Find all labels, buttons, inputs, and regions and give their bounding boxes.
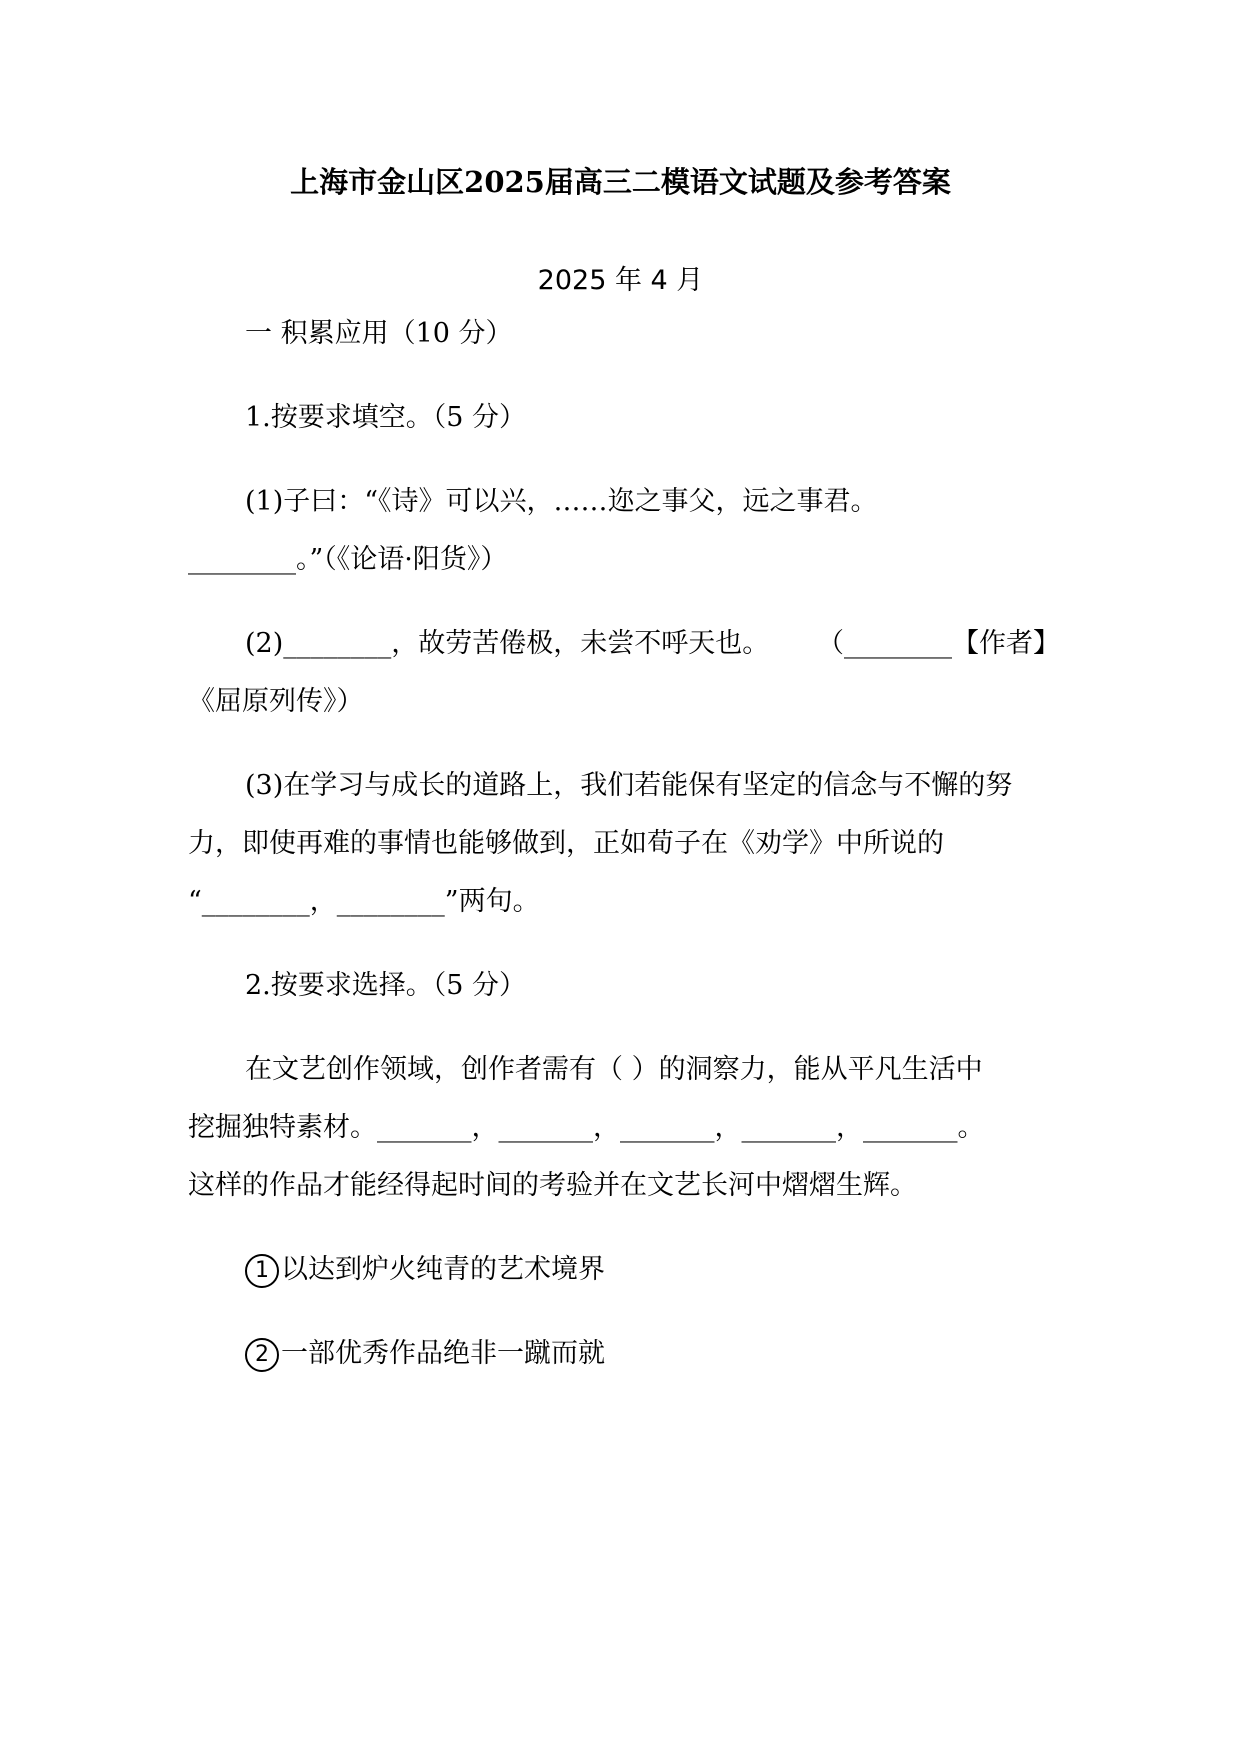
document-title: 上海市金山区2025届高三二模语文试题及参考答案 — [290, 165, 951, 199]
option-number-circle: 1 — [245, 1254, 279, 1288]
q2-para-line3: 这样的作品才能经得起时间的考验并在文艺长河中熠熠生辉。 — [188, 1170, 917, 1201]
q2-option-2 — [245, 1334, 1065, 1374]
q1-item2-line1 — [245, 624, 1060, 664]
q1-item3-line2: 力，即使再难的事情也能够做到，正如荀子在《劝学》中所说的 — [188, 828, 944, 859]
q1-item2-line1-right: （________【作者】 — [817, 628, 1060, 659]
question-2-heading: 2.按要求选择。（5 分） — [245, 970, 527, 1001]
q1-item2-line2: 《屈原列传》） — [188, 686, 364, 717]
document-date: 2025 年 4 月 — [537, 265, 704, 296]
section-heading: 一 积累应用（10 分） — [245, 318, 513, 349]
option-number-circle: 2 — [245, 1338, 279, 1372]
q1-item2-line1-left: (2)________，故劳苦倦极，未尝不呼天也。 — [245, 628, 770, 659]
q2-para-line1: 在文艺创作领域，创作者需有（ ）的洞察力，能从平凡生活中 — [245, 1054, 983, 1085]
option-text: 一部优秀作品绝非一蹴而就 — [281, 1338, 605, 1369]
q1-item1-line2: ________。”（《论语·阳货》） — [188, 544, 508, 575]
option-text: 以达到炉火纯青的艺术境界 — [281, 1254, 605, 1285]
q2-option-1 — [245, 1250, 1065, 1290]
q1-item1-line1: (1)子曰：“《诗》可以兴，……迩之事父，远之事君。 — [245, 486, 878, 517]
q1-item3-line3: “________，________”两句。 — [188, 886, 540, 917]
q2-para-line2: 挖掘独特素材。_______，_______，_______，_______，_______。 — [188, 1112, 985, 1143]
question-1-heading: 1.按要求填空。（5 分） — [245, 402, 527, 433]
q1-item3-line1: (3)在学习与成长的道路上，我们若能保有坚定的信念与不懈的努 — [245, 770, 1013, 801]
